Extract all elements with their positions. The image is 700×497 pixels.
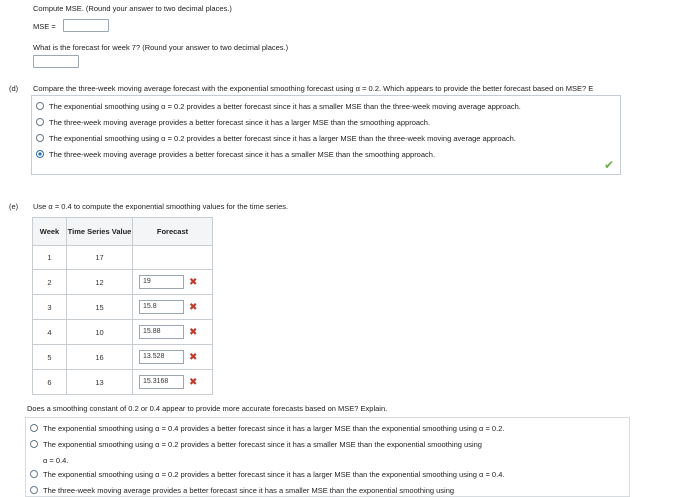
part-d-option-1-label: The exponential smoothing using α = 0.2 provides a better forecast since it has a smaller MSE than the three-week moving average approach. — [49, 101, 521, 111]
table-row — [33, 320, 213, 345]
forecast-input[interactable]: 15.8 — [139, 300, 184, 314]
week7-prompt: What is the forecast for week 7? (Round your answer to two decimal places.) — [33, 43, 289, 52]
smoothing-option-2-continuation: α = 0.4. — [43, 456, 69, 465]
incorrect-x-icon: ✖ — [189, 351, 198, 363]
smoothing-option-1[interactable] — [30, 421, 504, 435]
week-cell: 2 — [33, 270, 67, 295]
smoothing-question: Does a smoothing constant of 0.2 or 0.4 appear to provide more accurate forecasts based on MSE? Explain. — [27, 404, 388, 413]
table-row — [33, 270, 213, 295]
radio-button-selected[interactable] — [36, 150, 44, 158]
smoothing-option-2[interactable] — [30, 437, 482, 451]
header-week: Week — [33, 218, 67, 246]
radio-button[interactable] — [30, 440, 38, 448]
forecast-cell-empty — [133, 246, 213, 270]
part-d-question: Compare the three-week moving average forecast with the exponential smoothing forecast using α = 0.2. Which appears to provide the better forecast based on MSE? E — [33, 84, 594, 93]
forecast-cell — [133, 345, 213, 370]
table-row — [33, 246, 213, 270]
week-cell: 4 — [33, 320, 67, 345]
value-cell: 16 — [67, 345, 133, 370]
forecast-cell — [133, 370, 213, 395]
value-cell: 17 — [67, 246, 133, 270]
part-d-option-3-label: The exponential smoothing using α = 0.2 provides a better forecast since it has a larger MSE than the three-week moving average approach. — [49, 133, 516, 143]
value-cell: 15 — [67, 295, 133, 320]
week-cell: 5 — [33, 345, 67, 370]
mse-input[interactable] — [63, 19, 109, 32]
incorrect-x-icon: ✖ — [189, 326, 198, 338]
part-d-option-2[interactable] — [36, 115, 430, 129]
value-cell: 13 — [67, 370, 133, 395]
part-e-question: Use α = 0.4 to compute the exponential smoothing values for the time series. — [33, 202, 289, 211]
forecast-cell — [133, 320, 213, 345]
week7-input[interactable] — [33, 55, 79, 68]
value-cell: 10 — [67, 320, 133, 345]
radio-button[interactable] — [36, 134, 44, 142]
radio-button[interactable] — [30, 486, 38, 494]
incorrect-x-icon: ✖ — [189, 376, 198, 388]
incorrect-x-icon: ✖ — [189, 276, 198, 288]
header-forecast: Forecast — [133, 218, 213, 246]
table-row — [33, 345, 213, 370]
mse-prompt: Compute MSE. (Round your answer to two decimal places.) — [33, 4, 232, 13]
forecast-input[interactable]: 15.88 — [139, 325, 184, 339]
smoothing-option-4-label: The three-week moving average provides a better forecast since it has a smaller MSE than the exponential smoothing using — [43, 485, 455, 495]
part-e-prefix: (e) — [9, 202, 19, 211]
week-cell: 6 — [33, 370, 67, 395]
smoothing-option-4[interactable] — [30, 483, 454, 497]
part-d-option-1[interactable] — [36, 99, 521, 113]
week-cell: 1 — [33, 246, 67, 270]
part-d-option-3[interactable] — [36, 131, 516, 145]
part-d-option-4[interactable] — [36, 147, 435, 161]
part-d-prefix: (d) — [9, 84, 19, 93]
forecast-input[interactable]: 13.528 — [139, 350, 184, 364]
week-cell: 3 — [33, 295, 67, 320]
smoothing-option-1-label: The exponential smoothing using α = 0.4 provides a better forecast since it has a larger MSE than the exponential smoothing using α = 0.2. — [43, 423, 505, 433]
smoothing-option-3-label: The exponential smoothing using α = 0.2 provides a better forecast since it has a larger MSE than the exponential smoothing using α = 0.4. — [43, 469, 505, 479]
mse-label: MSE = — [33, 22, 56, 31]
smoothing-option-3[interactable] — [30, 467, 504, 481]
radio-button[interactable] — [36, 102, 44, 110]
table-row — [33, 295, 213, 320]
smoothing-option-2-label: The exponential smoothing using α = 0.2 provides a better forecast since it has a smaller MSE than the exponential smoothing using — [43, 439, 482, 449]
table-row — [33, 370, 213, 395]
forecast-cell — [133, 270, 213, 295]
forecast-input[interactable]: 19 — [139, 275, 184, 289]
correct-check-icon: ✔ — [603, 158, 614, 172]
radio-button[interactable] — [30, 470, 38, 478]
forecast-cell — [133, 295, 213, 320]
smoothing-answer-box — [25, 417, 630, 497]
radio-button[interactable] — [30, 424, 38, 432]
value-cell: 12 — [67, 270, 133, 295]
part-d-answer-box — [31, 95, 621, 175]
header-time-series-value: Time Series Value — [67, 218, 133, 246]
part-d-option-4-label: The three-week moving average provides a better forecast since it has a smaller MSE than the smoothing approach. — [49, 149, 436, 159]
forecast-input[interactable]: 15.3168 — [139, 375, 184, 389]
incorrect-x-icon: ✖ — [189, 301, 198, 313]
radio-button[interactable] — [36, 118, 44, 126]
time-series-table — [32, 217, 213, 395]
part-d-option-2-label: The three-week moving average provides a better forecast since it has a larger MSE than the smoothing approach. — [49, 117, 431, 127]
